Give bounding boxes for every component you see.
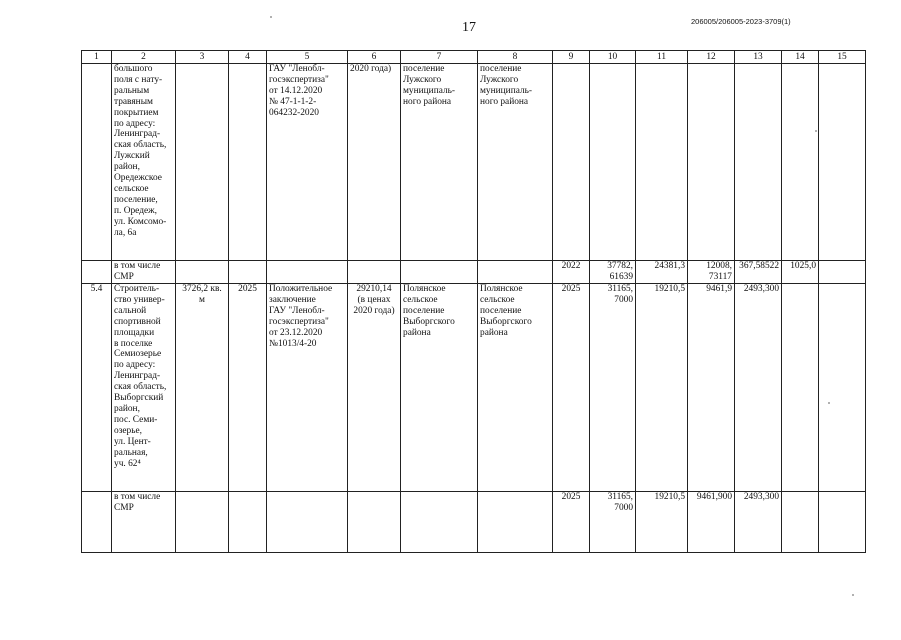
table-row <box>82 261 866 284</box>
cell-total: 31165, 7000 <box>590 284 636 492</box>
cell-capacity: 3726,2 кв. м <box>176 284 229 492</box>
col-header: 9 <box>553 51 590 64</box>
cell-customer: Полянское сельское поселение Выборгского района <box>478 284 553 492</box>
cell-other: 1025,0 <box>782 261 819 284</box>
col-header: 5 <box>267 51 348 64</box>
cell-federal: 24381,3 <box>636 261 688 284</box>
cell-regional: 9461,9 <box>688 284 735 492</box>
cell-local: 2493,300 <box>735 492 782 553</box>
cell-year: 2025 <box>229 284 267 492</box>
cell-regional: 12008, 73117 <box>688 261 735 284</box>
col-header: 8 <box>478 51 553 64</box>
cell-total: 31165, 7000 <box>590 492 636 553</box>
cell-object-name: Строитель- ство универ- сальной спортивной площадки в поселке Семиозерье по адресу: Ленинград- ская область, Выборгский район, пос. Семи- озерье, ул. Цент- ральная, уч. 62⁴ <box>112 284 176 492</box>
col-header: 11 <box>636 51 688 64</box>
cell-object-name: в том числе СМР <box>112 492 176 553</box>
col-header: 1 <box>82 51 112 64</box>
cell-year: 2025 <box>553 492 590 553</box>
col-header: 15 <box>819 51 866 64</box>
cell-object-name: в том числе СМР <box>112 261 176 284</box>
column-number-row <box>82 51 866 64</box>
cell-federal: 19210,5 <box>636 284 688 492</box>
col-header: 13 <box>735 51 782 64</box>
cell-local: 2493,300 <box>735 284 782 492</box>
document-id: 206005/206005-2023-3709(1) <box>691 17 791 26</box>
col-header: 14 <box>782 51 819 64</box>
cell-local: 367,58522 <box>735 261 782 284</box>
cell-total: 37782, 61639 <box>590 261 636 284</box>
cell-capacity <box>176 64 229 261</box>
cell-number: 5.4 <box>82 284 112 492</box>
cell-municipality: Полянское сельское поселение Выборгского района <box>401 284 478 492</box>
col-header: 7 <box>401 51 478 64</box>
table-row <box>82 64 866 261</box>
page-number: 17 <box>462 20 476 35</box>
scan-speck <box>270 16 272 18</box>
col-header: 2 <box>112 51 176 64</box>
cell-municipality: поселение Лужского муниципаль- ного района <box>401 64 478 261</box>
cell-estimated-cost: 29210,14 (в ценах 2020 года) <box>348 284 401 492</box>
cell-customer: поселение Лужского муниципаль- ного района <box>478 64 553 261</box>
cell-federal: 19210,5 <box>636 492 688 553</box>
cell-year: 2025 <box>553 284 590 492</box>
table-row <box>82 284 866 492</box>
col-header: 4 <box>229 51 267 64</box>
scan-speck <box>815 130 817 132</box>
col-header: 10 <box>590 51 636 64</box>
cell-number <box>82 64 112 261</box>
col-header: 12 <box>688 51 735 64</box>
cell-object-name: большого поля с нату- ральным травяным покрытием по адресу: Ленинград- ская область, Лужский район, Оредежское сельское поселение, п. Оредеж, ул. Комсомо- ла, 6а <box>112 64 176 261</box>
scan-speck <box>828 402 830 404</box>
cell-estimated-cost: 2020 года) <box>348 64 401 261</box>
cell-regional: 9461,900 <box>688 492 735 553</box>
cell-year <box>229 64 267 261</box>
cell-year: 2022 <box>553 261 590 284</box>
scan-speck <box>852 594 854 596</box>
project-table <box>81 50 866 553</box>
col-header: 3 <box>176 51 229 64</box>
cell-expertise: Положительное заключение ГАУ "Ленобл- госэкспертиза" от 23.12.2020 №1013/4-20 <box>267 284 348 492</box>
col-header: 6 <box>348 51 401 64</box>
cell-expertise: ГАУ "Ленобл- госэкспертиза" от 14.12.2020 № 47-1-1-2- 064232-2020 <box>267 64 348 261</box>
table-row <box>82 492 866 553</box>
